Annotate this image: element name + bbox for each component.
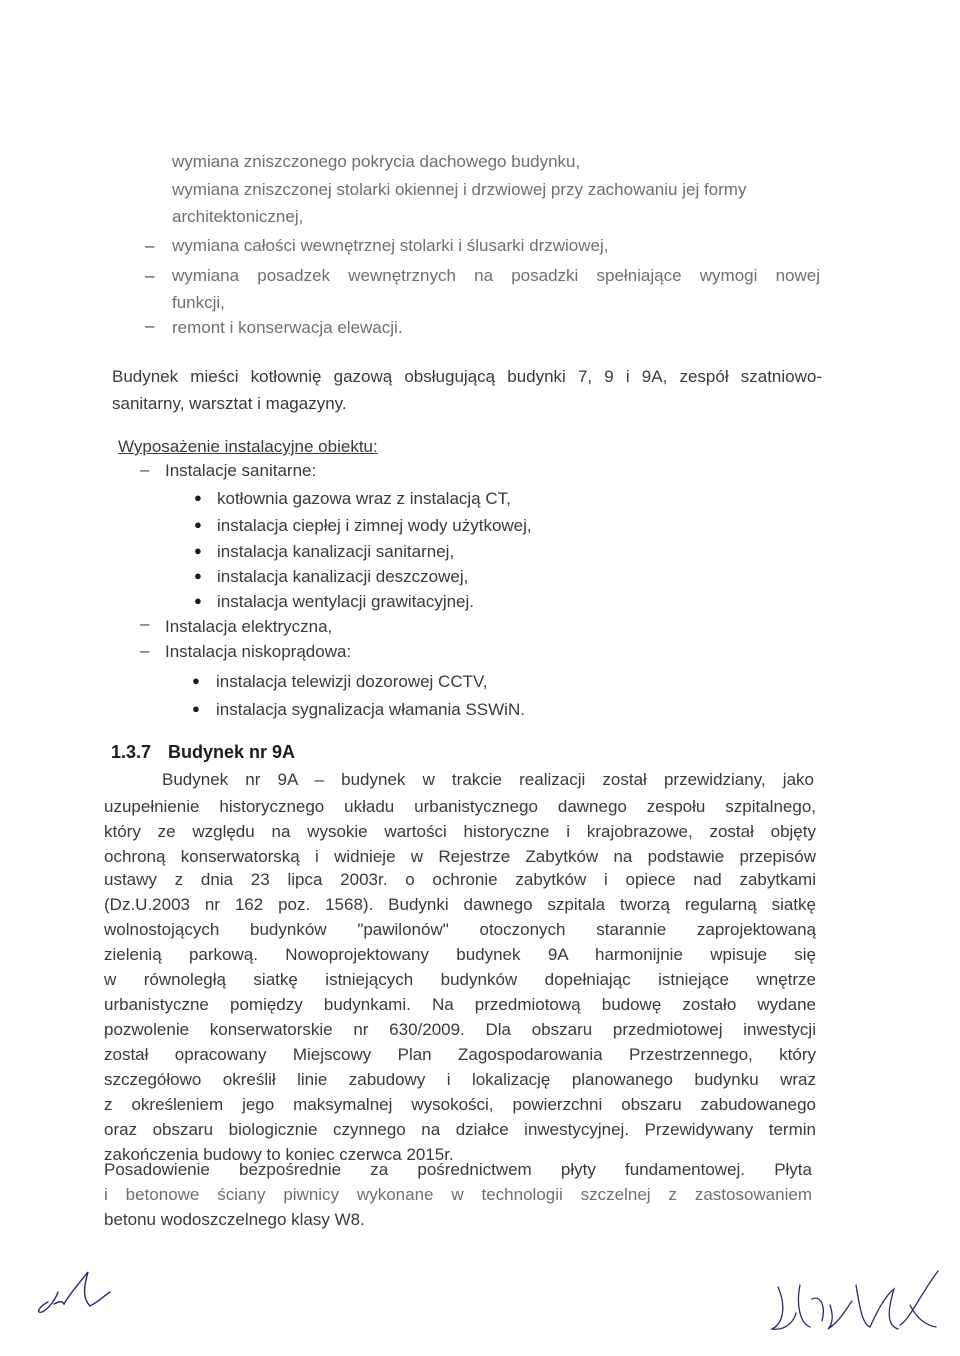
dash-marker: – xyxy=(140,460,150,479)
top-list-item: wymiana posadzek wewnętrznych na posadzki spełniające wymogi nowej xyxy=(172,266,820,285)
dash-marker: – xyxy=(140,614,150,633)
section-paragraph-line: który ze względu na wysokie wartości historyczne i krajobrazowe, został objęty xyxy=(104,822,816,841)
dash-marker: – xyxy=(145,236,155,255)
sanitary-item: instalacja kanalizacji sanitarnej, xyxy=(217,542,455,561)
sanitary-item: instalacja wentylacji grawitacyjnej. xyxy=(217,592,475,611)
sanitary-item: instalacja kanalizacji deszczowej, xyxy=(217,567,469,586)
dash-marker: – xyxy=(145,316,155,335)
bullet-icon: ● xyxy=(194,543,202,558)
top-list-item: wymiana całości wewnętrznej stolarki i ślusarki drzwiowej, xyxy=(172,236,609,255)
signature-left xyxy=(28,1262,128,1322)
top-list-item: wymiana zniszczonego pokrycia dachowego budynku, xyxy=(172,152,581,171)
section-paragraph-line: ochroną konserwatorską i widnieje w Rejestrze Zabytków na podstawie przepisów xyxy=(104,847,816,866)
sanitary-item: kotłownia gazowa wraz z instalacją CT, xyxy=(217,489,511,508)
section-paragraph-line: w równoległą siatkę istniejących budynków dopełniając istniejące wnętrze xyxy=(104,970,816,989)
building-paragraph-line: Budynek mieści kotłownię gazową obsługującą budynki 7, 9 i 9A, zespół szatniowo- xyxy=(112,367,822,386)
section-paragraph-line: urbanistyczne pomiędzy budynkami. Na przedmiotową budowę zostało wydane xyxy=(104,995,816,1014)
lowcurrent-item: instalacja sygnalizacja włamania SSWiN. xyxy=(216,700,525,719)
section-paragraph-line: szczegółowo określił linie zabudowy i lokalizację planowanego budynku wraz xyxy=(104,1070,816,1089)
top-list-item: remont i konserwacja elewacji. xyxy=(172,318,403,337)
section-title: Budynek nr 9A xyxy=(168,742,296,762)
section-number: 1.3.7 xyxy=(111,742,152,762)
bullet-icon: ● xyxy=(192,673,200,688)
top-list-item: wymiana zniszczonej stolarki okiennej i drzwiowej przy zachowaniu jej formy xyxy=(172,180,747,199)
bullet-icon: ● xyxy=(194,568,202,583)
bullet-icon: ● xyxy=(194,490,202,505)
section-paragraph-line: (Dz.U.2003 nr 162 poz. 1568). Budynki dawnego szpitala tworzą regularną siatkę xyxy=(104,895,816,914)
equipment-heading: Wyposażenie instalacyjne obiektu: xyxy=(118,437,378,456)
top-list-item-cont: funkcji, xyxy=(172,293,225,312)
section-paragraph-line: z określeniem jego maksymalnej wysokości, powierzchni obszaru zabudowanego xyxy=(104,1095,816,1114)
top-list-item-cont: architektonicznej, xyxy=(172,207,304,226)
lowcurrent-label: Instalacja niskoprądowa: xyxy=(165,642,352,661)
bullet-icon: ● xyxy=(194,593,202,608)
section-paragraph-line: zielenią parkową. Nowoprojektowany budynek 9A harmonijnie wpisuje się xyxy=(104,945,816,964)
signature-right xyxy=(760,1265,950,1355)
sanitary-label: Instalacje sanitarne: xyxy=(165,461,317,480)
section-paragraph-line: zakończenia budowy to koniec czerwca 2015r. xyxy=(104,1145,454,1164)
section-paragraph-line: pozwolenie konserwatorskie nr 630/2009. Dla obszaru przedmiotowej inwestycji xyxy=(104,1020,816,1039)
bullet-icon: ● xyxy=(192,701,200,716)
sanitary-item: instalacja ciepłej i zimnej wody użytkowej, xyxy=(217,516,532,535)
section-paragraph-line: wolnostojących budynków "pawilonów" otoczonych starannie zaprojektowaną xyxy=(104,920,816,939)
section-paragraph-line: ustawy z dnia 23 lipca 2003r. o ochronie zabytków i opiece nad zabytkami xyxy=(104,870,816,889)
section-paragraph-line: został opracowany Miejscowy Plan Zagospodarowania Przestrzennego, który xyxy=(104,1045,816,1064)
section-paragraph-line: uzupełnienie historycznego układu urbanistycznego dawnego zespołu szpitalnego, xyxy=(104,797,816,816)
dash-marker: – xyxy=(140,641,150,660)
foundation-paragraph-line: betonu wodoszczelnego klasy W8. xyxy=(104,1210,365,1229)
bullet-icon: ● xyxy=(194,517,202,532)
foundation-paragraph-line: i betonowe ściany piwnicy wykonane w technologii szczelnej z zastosowaniem xyxy=(104,1185,812,1204)
section-paragraph-line: oraz obszaru biologicznie czynnego na działce inwestycyjnej. Przewidywany termin xyxy=(104,1120,816,1139)
foundation-paragraph-line: Posadowienie bezpośrednie za pośrednictwem płyty fundamentowej. Płyta xyxy=(104,1160,812,1179)
section-paragraph-line: Budynek nr 9A – budynek w trakcie realizacji został przewidziany, jako xyxy=(162,770,814,789)
electrical-label: Instalacja elektryczna, xyxy=(165,617,333,636)
building-paragraph-line: sanitarny, warsztat i magazyny. xyxy=(112,394,347,413)
lowcurrent-item: instalacja telewizji dozorowej CCTV, xyxy=(216,672,488,691)
dash-marker: – xyxy=(145,266,155,285)
